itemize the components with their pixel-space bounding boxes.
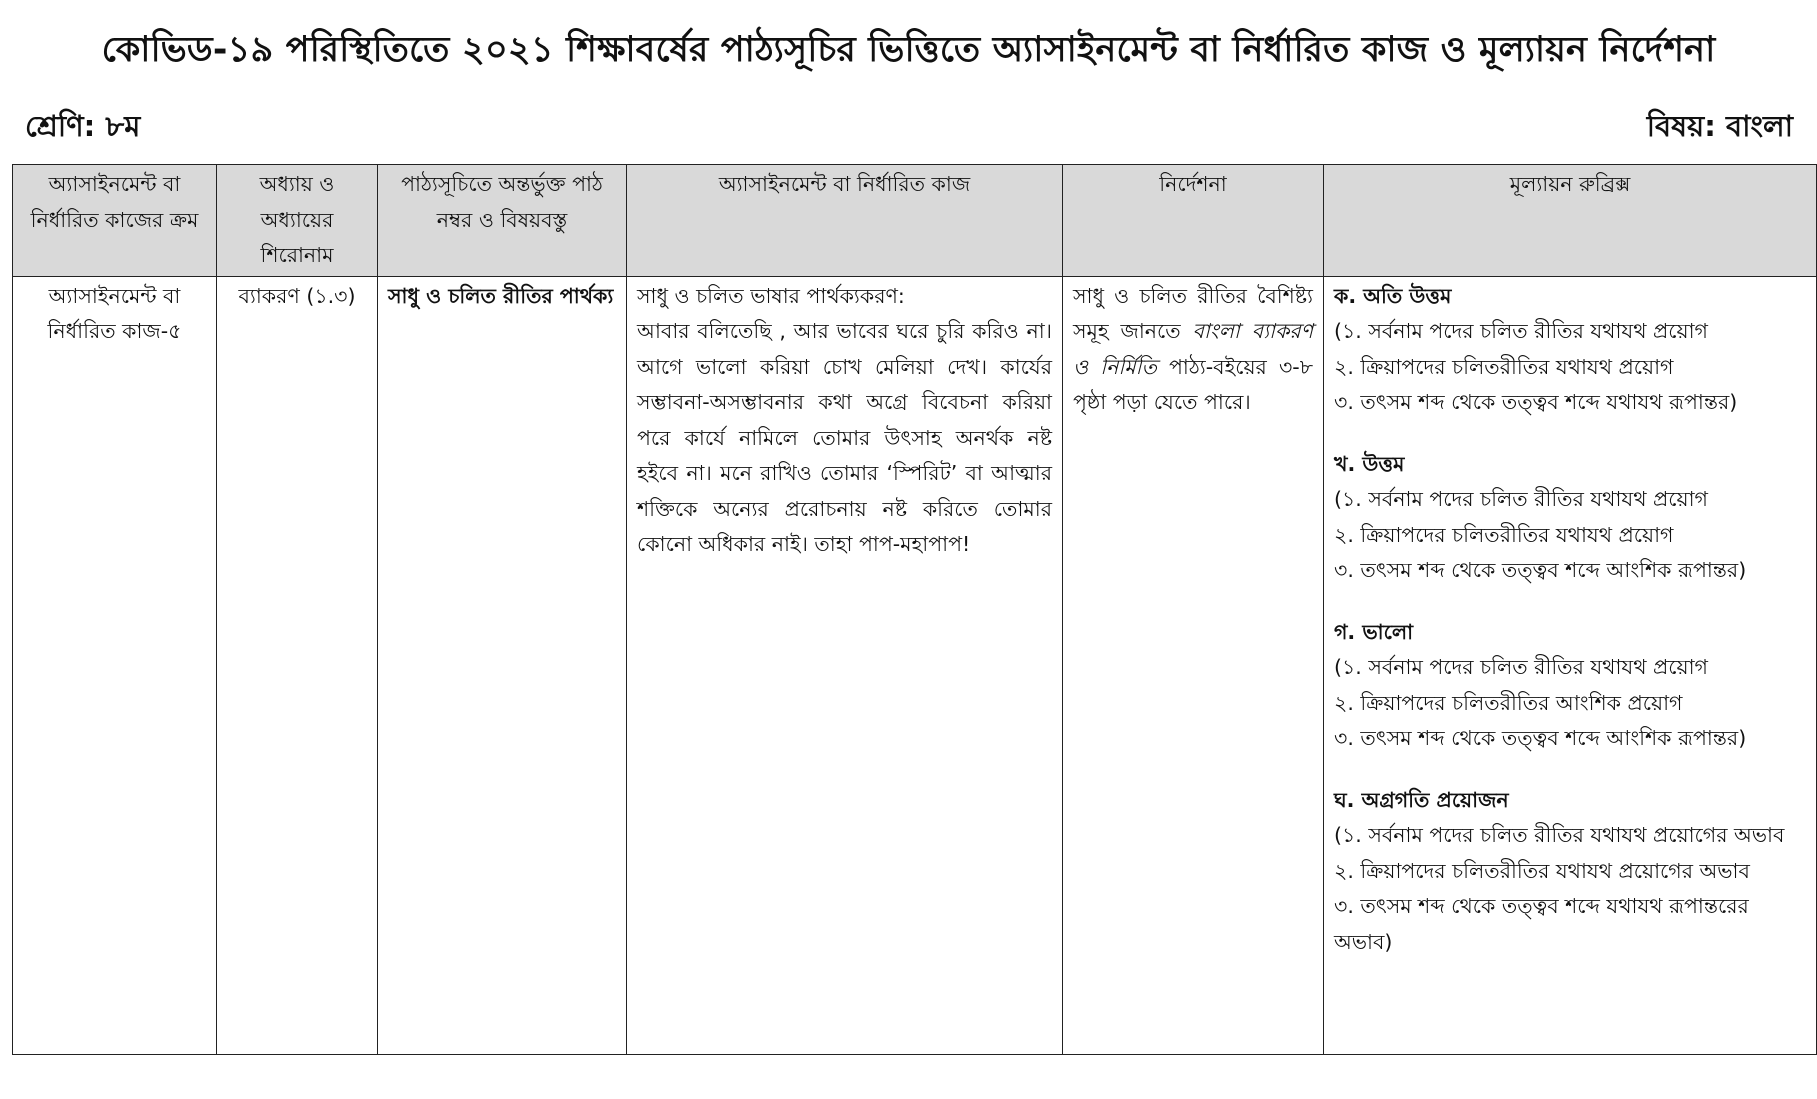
rubric-line: ২. ক্রিয়াপদের চলিতরীতির যথাযথ প্রয়োগের অভাব [1334,858,1750,883]
rubric-line: ৩. তৎসম শব্দ থেকে তত্ত্বব শব্দে আংশিক রূপান্তর) [1334,558,1747,582]
instruction-text-after: পাঠ্য-বইয়ের ৩-৮ পৃষ্ঠা পড়া যেতে পারে। [1073,354,1313,414]
rubric-line: ৩. তৎসম শব্দ থেকে তত্ত্বব শব্দে যথাযথ রূপান্তর) [1334,390,1738,414]
instruction-text-before: সাধু ও চলিত রীতির বৈশিষ্ট্য সমূহ জানতে [1073,283,1313,343]
rubric-heading: গ. ভালো [1334,619,1414,644]
rubric-line: (১. সর্বনাম পদের চলিত রীতির যথাযথ প্রয়োগ [1334,655,1708,679]
instruction-cell [1063,276,1324,1055]
header-instructions: নির্দেশনা [1063,165,1324,277]
task-text: আবার বলিতেছি , আর ভাবের ঘরে চুরি করিও না। আগে ভালো করিয়া চোখ মেলিয়া দেখ। কার্যের সম্ভাবনা-অসম্ভাবনার কথা অগ্রে বিবেচনা করিয়া পরে কার্যে নামিলে তোমার উৎসাহ অনর্থক নষ্ট হইবে না। মনে রাখিও তোমার ‘স্পিরিট’ বা আত্মার শক্তিকে অন্যের প্ররোচনায় নষ্ট করিতে তোমার কোনো অধিকার নাই। তাহা পাপ-মহাপাপ! [637,319,1052,556]
rubric-line: ৩. তৎসম শব্দ থেকে তত্ত্বব শব্দে যথাযথ রূপান্তরের অভাব) [1334,894,1749,954]
rubric-heading: ক. অতি উত্তম [1334,283,1452,308]
rubric-block-needs-improvement [1334,783,1806,961]
task-cell [627,276,1063,1055]
header-chapter: অধ্যায় ও অধ্যায়ের শিরোনাম [217,165,378,277]
header-lesson: পাঠ্যসূচিতে অন্তর্ভুক্ত পাঠ নম্বর ও বিষয়বস্তু [378,165,627,277]
subject-label: বিষয়: বাংলা [1646,109,1793,143]
rubric-line: ২. ক্রিয়াপদের চলিতরীতির আংশিক প্রয়োগ [1334,690,1683,715]
rubric-line: ২. ক্রিয়াপদের চলিতরীতির যথাযথ প্রয়োগ [1334,354,1674,379]
rubric-line: (১. সর্বনাম পদের চলিত রীতির যথাযথ প্রয়োগ [1334,319,1708,343]
header-rubrics: মূল্যায়ন রুব্রিক্স [1324,165,1817,277]
lesson-cell: সাধু ও চলিত রীতির পার্থক্য [378,276,627,1055]
assignment-table [12,164,1817,1055]
instruction-book-title: বাংলা ব্যাকরণ ও নির্মিতি [1073,319,1313,379]
header-task: অ্যাসাইনমেন্ট বা নির্ধারিত কাজ [627,165,1063,277]
rubric-heading: খ. উত্তম [1334,451,1405,476]
header-assignment-order: অ্যাসাইনমেন্ট বা নির্ধারিত কাজের ক্রম [13,165,217,277]
rubric-line: (১. সর্বনাম পদের চলিত রীতির যথাযথ প্রয়োগের অভাব [1334,823,1785,847]
rubric-block-good [1334,615,1806,757]
task-heading: সাধু ও চলিত ভাষার পার্থক্যকরণ: [637,283,905,308]
rubric-block-excellent [1334,279,1806,421]
rubric-line: ২. ক্রিয়াপদের চলিতরীতির যথাযথ প্রয়োগ [1334,522,1674,547]
rubric-cell [1324,276,1817,1055]
class-label: শ্রেণি: ৮ম [25,109,141,143]
document-title: কোভিড-১৯ পরিস্থিতিতে ২০২১ শিক্ষাবর্ষের পাঠ্যসূচির ভিত্তিতে অ্যাসাইনমেন্ট বা নির্ধারিত কাজ ও মূল্যায়ন নির্দেশনা [101,30,1716,70]
table-header-row [13,165,1817,277]
rubric-line: ৩. তৎসম শব্দ থেকে তত্ত্বব শব্দে আংশিক রূপান্তর) [1334,726,1747,750]
assignment-number-cell: অ্যাসাইনমেন্ট বা নির্ধারিত কাজ-৫ [13,276,217,1055]
chapter-cell: ব্যাকরণ (১.৩) [217,276,378,1055]
rubric-line: (১. সর্বনাম পদের চলিত রীতির যথাযথ প্রয়োগ [1334,487,1708,511]
table-row [13,276,1817,1055]
rubric-block-very-good [1334,447,1806,589]
rubric-heading: ঘ. অগ্রগতি প্রয়োজন [1334,787,1509,812]
